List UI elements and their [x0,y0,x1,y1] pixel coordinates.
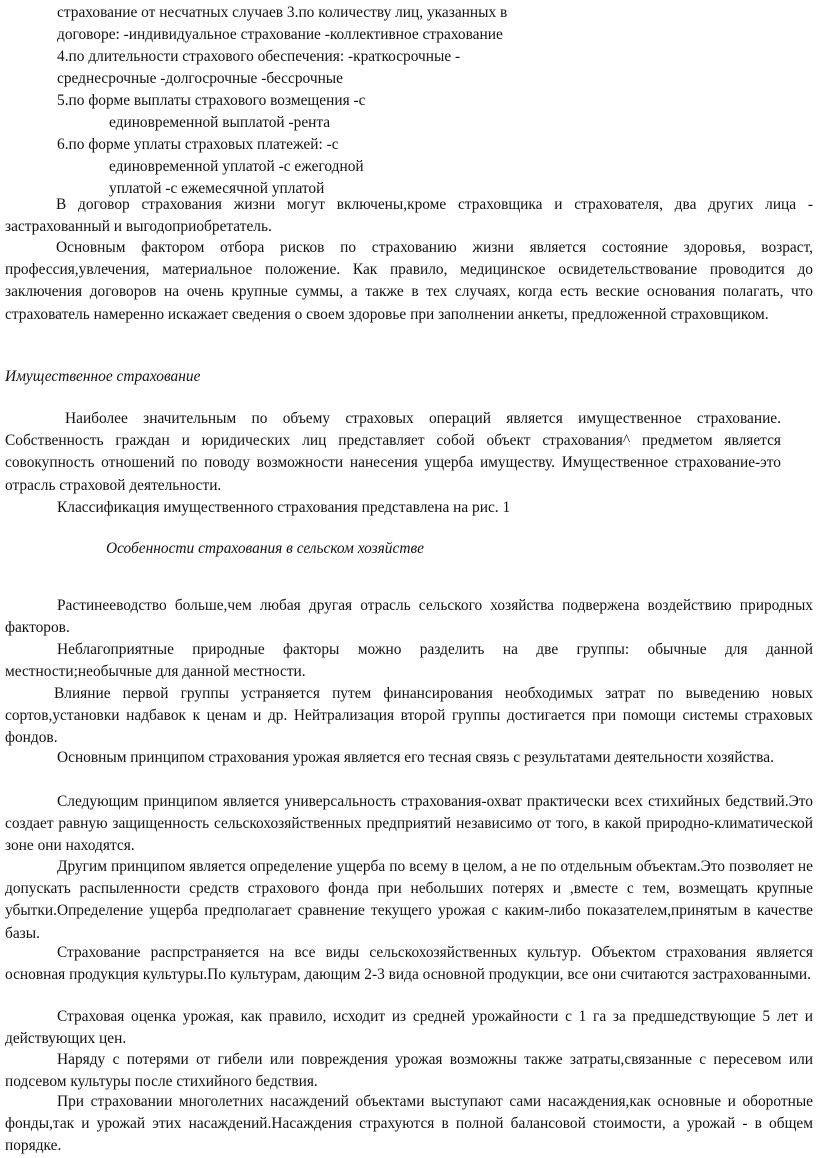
heading-property-insurance: Имущественное страхование [5,368,201,385]
paragraph-plant-growing: Растинееводство больше,чем любая другая отрасль сельского хозяйства подвержена воздействию природных факторов. [5,597,813,637]
list-line: единовременной выплатой -рента [109,114,331,131]
list-line: среднесрочные -долгосрочные -бессрочные [57,70,343,87]
list-line: уплатой -с ежемесячной уплатой [109,180,325,197]
paragraph-principle-damage: Другим принципом является определение ущерба по всему в целом, а не по отдельным объектам.Это позволяет не допускать распыленности средств страхового фонда при небольших потерях и ,вместе с тем, возмещать крупные убытки.Определение ущерба предполагает сравнение текущего урожая с каким-либо показателем,принятым в качестве базы. [5,858,813,942]
paragraph-principle-main: Основным принципом страхования урожая является его тесная связь с результатами деятельности хозяйства. [57,749,774,766]
paragraph-crops: Страхование распрстраняется на все виды сельскохозяйственных культур. Объектом страхования является основная продукция культуры.По культурам, дающим 2-3 вида основной продукции, все они считаются застрахованными. [5,944,813,984]
paragraph-risk-factors: Основным фактором отбора рисков по страхованию жизни является состояние здоровья, возраст, профессия,увлечения, материальное положение. Как правило, медицинское освидетельствование проводится до заключения договоров на очень крупные суммы, а также в тех случаях, когда есть веские основания полагать, что страхователь намеренно искажает сведения о своем здоровье при заполнении анкеты, предложенной страховщиком. [5,239,813,323]
paragraph-influence: Влияние первой группы устраняется путем финансирования необходимых затрат по выведению новых сортов,установки надбавок к ценам и др. Нейтрализация второй группы достигается при помощи системы страховых фондов. [5,685,813,747]
list-line: страхование от несчатных случаев 3.по количеству лиц, указанных в [57,4,508,21]
list-line: договоре: -индивидуальное страхование -коллективное страхование [57,26,503,43]
paragraph-parties: В договор страхования жизни могут включены,кроме страховщика и страхователя, два других лица - застрахованный и выгодоприобретатель. [5,196,813,236]
paragraph-unfavorable-factors: Неблагоприятные природные факторы можно разделить на две группы: обычные для данной местности;необычные для данной местности. [5,641,813,681]
paragraph-valuation: Страховая оценка урожая, как правило, исходит из средней урожайности с 1 га за предшедствующие 5 лет и действующих цен. [5,1008,813,1048]
list-line: 4.по длительности страхового обеспечения: -краткосрочные - [57,48,461,65]
list-line: 5.по форме выплаты страхового возмещения -с [57,92,366,109]
paragraph-perennial: При страховании многолетних насаждений объектами выступают сами насаждения,как основные и оборотные фонды,так и урожай этих насаждений.Насаждения страхуются в полной балансовой стоимости, а урожай - в общем порядке. [5,1093,813,1155]
list-line: 6.по форме уплаты страховых платежей: -с [57,136,339,153]
heading-agriculture: Особенности страхования в сельском хозяйстве [106,540,424,557]
paragraph-principle-universality: Следующим принципом является универсальность страхования-охват практически всех стихийных бедствий.Это создает равную защищенность сельскохозяйственных предприятий независимо от того, в какой природно-климатической зоне они находятся. [5,793,813,855]
paragraph-classification: Классификация имущественного страхования представлена на рис. 1 [57,499,511,516]
paragraph-replanting: Наряду с потерями от гибели или повреждения урожая возможны также затраты,связанные с пересевом или подсевом культуры после стихийного бедствия. [5,1051,813,1091]
paragraph-property-insurance: Наиболее значительным по объему страховых операций является имущественное страхование. Собственность граждан и юридических лиц представляет собой объект страхования^ предметом является совокупность отношений по поводу возможности нанесения ущерба имуществу. Имущественное страхование-это отрасль страховой деятельности. [5,410,781,494]
list-line: единовременной уплатой -с ежегодной [109,158,364,175]
